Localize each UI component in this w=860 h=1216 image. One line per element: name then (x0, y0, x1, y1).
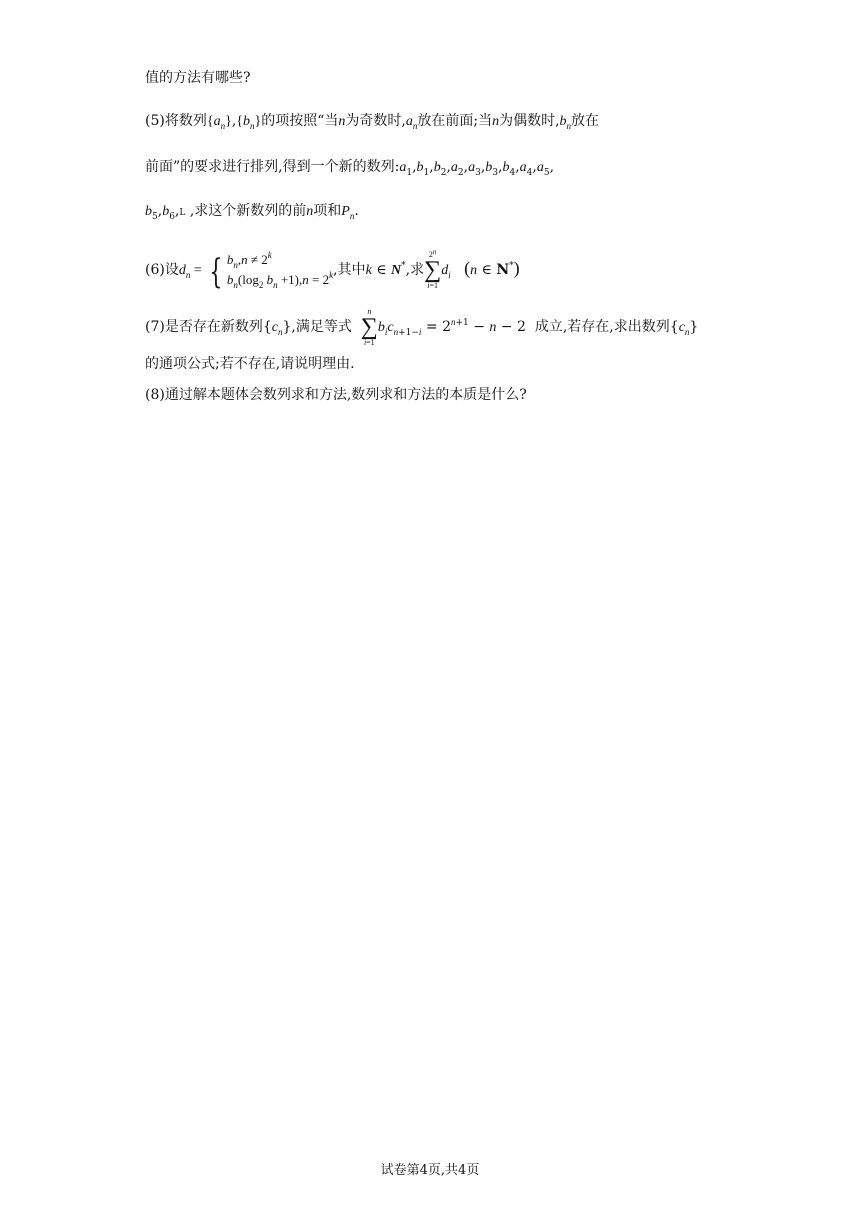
question-6: (6)设$d_n$ = { $b_n,n \ne 2^k$ $b_n(\log_2$ $b_n +1),n = 2^k$,其中k ∈ N*,求 2$^n$ ∑ i=1 $d_i$ (n ∈ N*) (145, 248, 520, 292)
question-continuation: 值的方法有哪些? (145, 70, 251, 86)
page-footer: 试卷第4页,共4页 (380, 1163, 480, 1178)
question-5-line-1: (5)将数列$\{a_n\},\{b_n\}$的项按照“当n为奇数时$,a_n$放在前面;当n为偶数时$,b_n$放在 (145, 113, 600, 131)
question-7-line-1: (7)是否存在新数列$\{c_n\}$,满足等式 n ∑ i=1 $b_ic_{n+1-i} = 2^{n+1} - n - 2$ 成立,若存在,求出数列$\{c_n\}$ (145, 307, 699, 347)
question-7-line-2: 的通项公式;若不存在,请说明理由. (145, 356, 355, 372)
question-5-line-2: 前面”的要求进行排列,得到一个新的数列$:a_1,b_1,b_2,a_2,a_3,b_3,b_4,a_4,a_5$, (145, 159, 555, 178)
question-8: (8)通过解本题体会数列求和方法,数列求和方法的本质是什么? (145, 387, 527, 403)
question-5-line-3: $b_5,b_6,L$ ,求这个新数列的前n项和$P_n$. (145, 203, 359, 222)
